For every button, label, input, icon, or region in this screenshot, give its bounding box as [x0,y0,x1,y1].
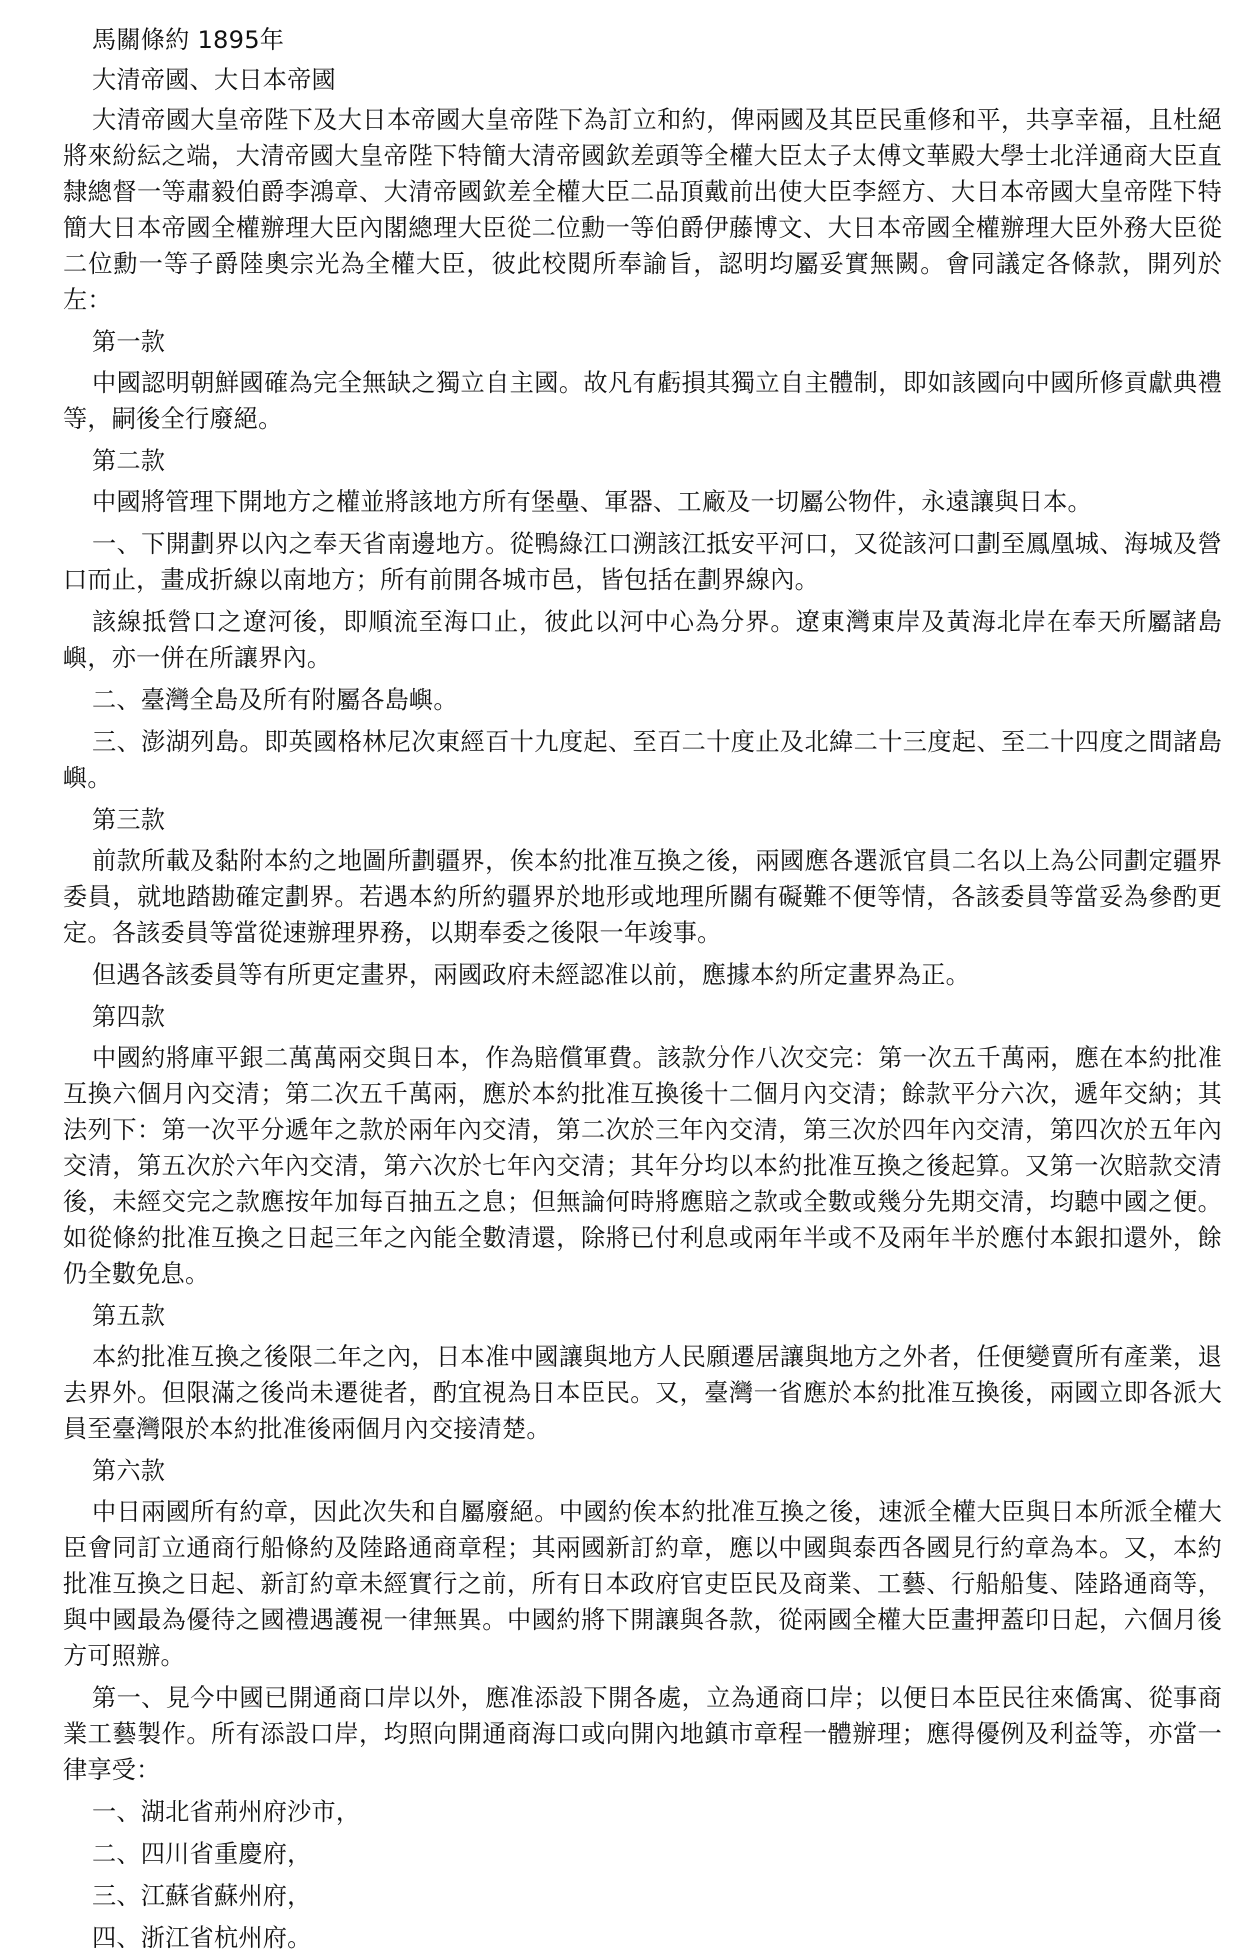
article-2-item-1: 一、下開劃界以內之奉天省南邊地方。從鴨綠江口溯該江抵安平河口，又從該河口劃至鳳凰城、海城及營口而止，畫成折線以南地方；所有前開各城市邑，皆包括在劃界線內。 [63,530,1222,594]
article-5-heading: 第五款 [92,1302,166,1330]
treaty-parties: 大清帝國、大日本帝國 [92,66,336,94]
list-item: 三、江蘇省蘇州府， [92,1882,312,1910]
list-item: 四、浙江省杭州府。 [92,1924,312,1952]
article-2-item-1-continued: 該線抵營口之遼河後，即順流至海口止，彼此以河中心為分界。遼東灣東岸及黃海北岸在奉天所屬諸島嶼，亦一併在所讓界內。 [63,608,1222,672]
article-2-item-3: 三、澎湖列島。即英國格林尼次東經百十九度起、至百二十度止及北緯二十三度起、至二十四度之間諸島嶼。 [63,728,1222,792]
article-2-paragraph: 中國將管理下開地方之權並將該地方所有堡壘、軍器、工廠及一切屬公物件，永遠讓與日本。 [92,488,1092,516]
article-2-heading: 第二款 [92,447,166,475]
article-1-heading: 第一款 [92,328,166,356]
article-4-heading: 第四款 [92,1003,166,1031]
article-1-paragraph: 中國認明朝鮮國確為完全無缺之獨立自主國。故凡有虧損其獨立自主體制，即如該國向中國所修貢獻典禮等，嗣後全行廢絕。 [63,369,1222,433]
preamble-paragraph: 大清帝國大皇帝陛下及大日本帝國大皇帝陛下為訂立和約，俾兩國及其臣民重修和平，共享幸福，且杜絕將來紛紜之端，大清帝國大皇帝陛下特簡大清帝國欽差頭等全權大臣太子太傅文華殿大學士北洋通商大臣直隸總督一等肅毅伯爵李鴻章、大清帝國欽差全權大臣二品頂戴前出使大臣李經方、大日本帝國大皇帝陛下特簡大日本帝國全權辦理大臣內閣總理大臣從二位勳一等伯爵伊藤博文、大日本帝國全權辦理大臣外務大臣從二位勳一等子爵陸奧宗光為全權大臣，彼此校閱所奉諭旨，認明均屬妥實無闕。會同議定各條款，開列於左： [63,106,1222,314]
article-2-item-2: 二、臺灣全島及所有附屬各島嶼。 [92,686,458,714]
list-item: 一、湖北省荊州府沙市， [92,1798,361,1826]
article-3-heading: 第三款 [92,806,166,834]
list-item: 二、四川省重慶府， [92,1840,312,1868]
article-6-heading: 第六款 [92,1457,166,1485]
article-5-paragraph: 本約批准互換之後限二年之內，日本准中國讓與地方人民願遷居讓與地方之外者，任便變賣所有產業，退去界外。但限滿之後尚未遷徙者，酌宜視為日本臣民。又，臺灣一省應於本約批准互換後，兩國立即各派大員至臺灣限於本約批准後兩個月內交接清楚。 [63,1343,1222,1443]
article-6-paragraph: 中日兩國所有約章，因此次失和自屬廢絕。中國約俟本約批准互換之後，速派全權大臣與日本所派全權大臣會同訂立通商行船條約及陸路通商章程；其兩國新訂約章，應以中國與泰西各國見行約章為本。又，本約批准互換之日起、新訂約章未經實行之前，所有日本政府官吏臣民及商業、工藝、行船船隻、陸路通商等，與中國最為優待之國禮遇護視一律無異。中國約將下開讓與各款，從兩國全權大臣畫押蓋印日起，六個月後方可照辦。 [63,1498,1222,1670]
article-6-clause-1: 第一、見今中國已開通商口岸以外，應准添設下開各處，立為通商口岸；以便日本臣民往來僑寓、從事商業工藝製作。所有添設口岸，均照向開通商海口或向開內地鎮市章程一體辦理；應得優例及利益等，亦當一律享受： [63,1684,1222,1784]
document-title: 馬關條約 1895年 [92,26,285,54]
article-3-paragraph: 前款所載及黏附本約之地圖所劃疆界，俟本約批准互換之後，兩國應各選派官員二名以上為公同劃定疆界委員，就地踏勘確定劃界。若遇本約所約疆界於地形或地理所關有礙難不便等情，各該委員等當妥為參酌更定。各該委員等當從速辦理界務，以期奉委之後限一年竣事。 [63,847,1222,947]
article-4-paragraph: 中國約將庫平銀二萬萬兩交與日本，作為賠償軍費。該款分作八次交完：第一次五千萬兩，應在本約批准互換六個月內交清；第二次五千萬兩，應於本約批准互換後十二個月內交清；餘款平分六次，遞年交納；其法列下：第一次平分遞年之款於兩年內交清，第二次於三年內交清，第三次於四年內交清，第四次於五年內交清，第五次於六年內交清，第六次於七年內交清；其年分均以本約批准互換之後起算。又第一次賠款交清後，未經交完之款應按年加每百抽五之息；但無論何時將應賠之款或全數或幾分先期交清，均聽中國之便。如從條約批准互換之日起三年之內能全數清還，除將已付利息或兩年半或不及兩年半於應付本銀扣還外，餘仍全數免息。 [63,1044,1222,1288]
article-3-paragraph-2: 但遇各該委員等有所更定畫界，兩國政府未經認准以前，應據本約所定畫界為正。 [92,961,970,989]
